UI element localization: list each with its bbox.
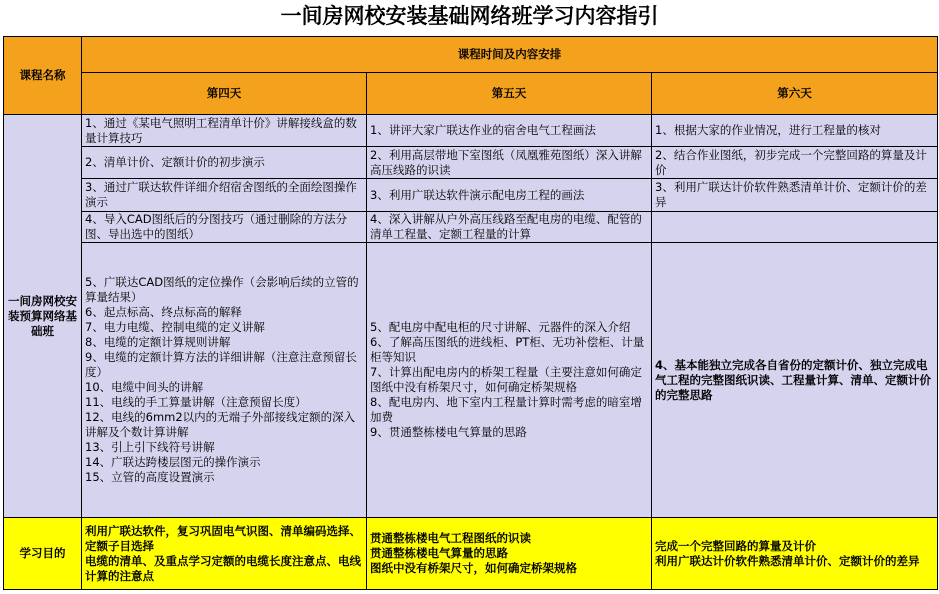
day6-item-3: 3、利用广联达计价软件熟悉清单计价、定额计价的差异 bbox=[652, 179, 938, 212]
day5-item-2: 2、利用高层带地下室图纸（凤凰雅苑图纸）深入讲解高压线路的识读 bbox=[367, 147, 652, 179]
goal-day4: 利用广联达软件，复习巩固电气识图、清单编码选择、定额子目选择 电缆的清单、及重点学习定额的电缆长度注意点、电线计算的注意点 bbox=[82, 518, 367, 590]
day6-item-4-summary: 4、基本能独立完成各自省份的定额计价、独立完成电气工程的完整图纸识读、工程量计算、清单、定额计价的完整思路 bbox=[652, 243, 938, 518]
header-schedule: 课程时间及内容安排 bbox=[82, 37, 938, 73]
day4-items-5-15: 5、广联达CAD图纸的定位操作（会影响后续的立管的算量结果） 6、起点标高、终点标高的解释 7、电力电缆、控制电缆的定义讲解 8、电缆的定额计算规则讲解 9、电缆的定额计算方法的详细讲解（注意注意预留长度） 10、电缆中间头的讲解 11、电线的手工算量讲解（注意预留长度） 12、电线的6mm2以内的无端子外部接线定额的深入讲解及个数计算讲解 13、引上引下线符号讲解 14、广联达跨楼层图元的操作演示 15、立管的高度设置演示 bbox=[82, 243, 367, 518]
header-day5: 第五天 bbox=[367, 73, 652, 115]
day5-item-1: 1、讲评大家广联达作业的宿舍电气工程画法 bbox=[367, 115, 652, 147]
header-day6: 第六天 bbox=[652, 73, 938, 115]
day5-items-5-9: 5、配电房中配电柜的尺寸讲解、元器件的深入介绍 6、了解高压图纸的进线柜、PT柜、无功补偿柜、计量柜等知识 7、计算出配电房内的桥架工程量（主要注意如何确定图纸中没有桥架尺寸，如何确定桥架规格 8、配电房内、地下室内工程量计算时需考虑的暗室增加费 9、贯通整栋楼电气算量的思路 bbox=[367, 243, 652, 518]
goal-day6: 完成一个完整回路的算量及计价 利用广联达计价软件熟悉清单计价、定额计价的差异 bbox=[652, 518, 938, 590]
day4-item-1: 1、通过《某电气照明工程清单计价》讲解接线盒的数量计算技巧 bbox=[82, 115, 367, 147]
day4-item-4: 4、导入CAD图纸后的分图技巧（通过删除的方法分图、导出选中的图纸） bbox=[82, 212, 367, 243]
course-name-cell: 一间房网校安装预算网络基础班 bbox=[4, 115, 82, 518]
day4-item-2: 2、清单计价、定额计价的初步演示 bbox=[82, 147, 367, 179]
header-course-name: 课程名称 bbox=[4, 37, 82, 115]
goal-label: 学习目的 bbox=[4, 518, 82, 590]
page-title: 一间房网校安装基础网络班学习内容指引 bbox=[280, 3, 659, 28]
schedule-table bbox=[3, 36, 938, 590]
goal-day5: 贯通整栋楼电气工程图纸的识读 贯通整栋楼电气算量的思路 图纸中没有桥架尺寸，如何确定桥架规格 bbox=[367, 518, 652, 590]
day6-item-2: 2、结合作业图纸，初步完成一个完整回路的算量及计价 bbox=[652, 147, 938, 179]
header-day4: 第四天 bbox=[82, 73, 367, 115]
day4-item-3: 3、通过广联达软件详细介绍宿舍图纸的全面绘图操作演示 bbox=[82, 179, 367, 212]
day6-item-1: 1、根据大家的作业情况，进行工程量的核对 bbox=[652, 115, 938, 147]
day5-item-4: 4、深入讲解从户外高压线路至配电房的电缆、配管的清单工程量、定额工程量的计算 bbox=[367, 212, 652, 243]
day5-item-3: 3、利用广联达软件演示配电房工程的画法 bbox=[367, 179, 652, 212]
day6-item-4 bbox=[652, 212, 938, 243]
